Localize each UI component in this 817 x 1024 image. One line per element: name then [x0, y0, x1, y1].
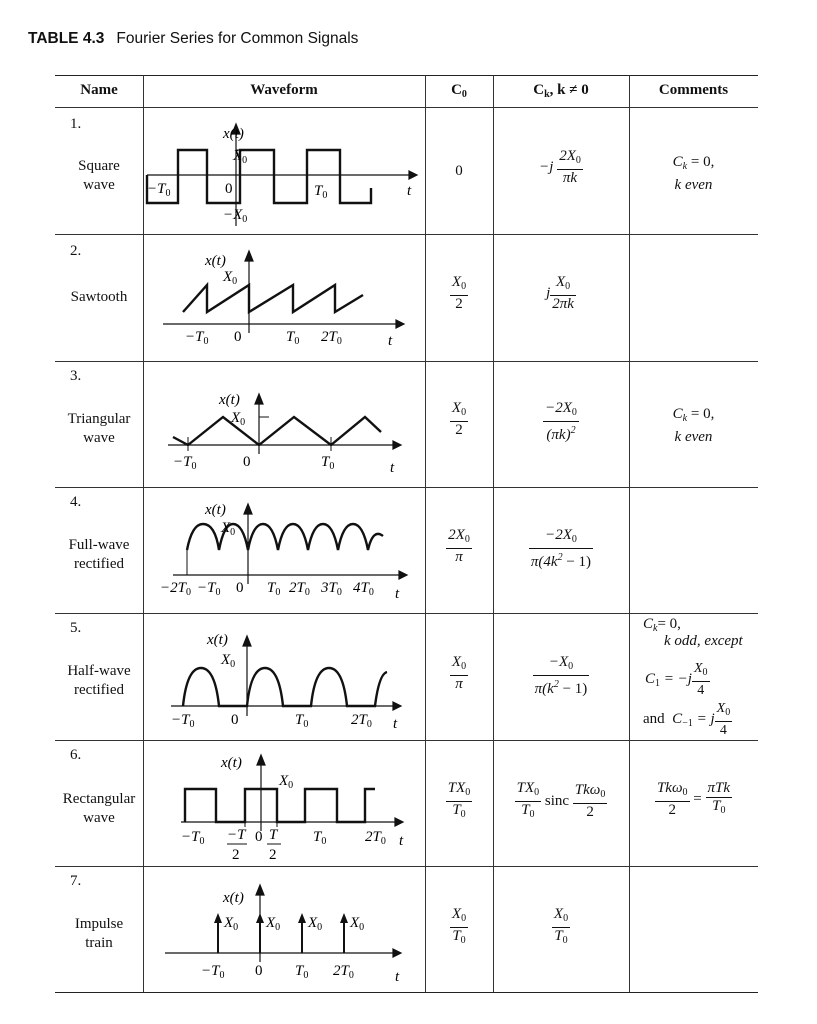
svg-text:x(t): x(t)	[219, 392, 240, 408]
header-name: Name	[80, 82, 118, 98]
svg-text:−T0: $-T_0$	[173, 454, 197, 472]
ck-value: $\frac{-2X_0}{\pi(4k^2 - 1)}$	[530, 527, 592, 570]
svg-text:x(t): x(t)	[207, 632, 228, 648]
triangular-wave-plot	[143, 362, 425, 488]
comment-c1: $C_1 = -j$ $\frac{X_0}{4}$	[645, 661, 708, 698]
svg-text:4T0: $4T_0$	[353, 580, 374, 598]
svg-text:x(t): x(t)	[205, 502, 226, 518]
square-wave-plot	[143, 108, 425, 234]
comment: $\frac{Tk\omega_0}{2}$ = $\frac{\text{πTk}}{T_0}$	[656, 780, 731, 818]
col-divider	[629, 75, 630, 992]
svg-text:X0: $X_0$	[266, 915, 281, 933]
signal-name: Half-wave rectified	[67, 663, 131, 698]
svg-text:t: t	[395, 969, 400, 985]
svg-text:T: T	[269, 827, 278, 843]
svg-text:2T0: $2T_0$	[333, 963, 354, 981]
row-number: 2.	[70, 243, 82, 259]
c0-value: $\frac{X_0}{2}$	[451, 400, 467, 438]
comment-c-minus-1: and $C_{-1} = j$ $\frac{X_0}{4}$	[643, 701, 731, 738]
svg-text:X0: $X_0$	[221, 652, 236, 670]
signal-name: Rectangular wave	[62, 791, 136, 826]
row-number: 5.	[70, 620, 82, 636]
svg-text:t: t	[390, 460, 395, 476]
svg-text:T0: $T_0$	[295, 963, 309, 981]
svg-text:t: t	[407, 183, 412, 199]
svg-text:X0: $X_0$	[221, 520, 236, 538]
c0-value: $\frac{X_0}{T_0}$	[425, 906, 493, 949]
svg-text:t: t	[393, 716, 398, 732]
table-caption	[28, 30, 358, 48]
header-c0: $C_0$	[451, 82, 467, 100]
header-ck: $C_k$, k ≠ 0	[533, 82, 589, 100]
svg-text:−T0: $-T_0$	[201, 963, 225, 981]
svg-text:t: t	[395, 586, 400, 602]
svg-text:−T0: $-T_0$	[185, 329, 209, 347]
svg-text:2T0: $2T_0$	[289, 580, 310, 598]
svg-text:t: t	[388, 333, 393, 349]
row-number: 3.	[70, 368, 82, 384]
svg-text:X0: $X_0$	[223, 269, 238, 287]
svg-text:3T0: $3T_0$	[321, 580, 342, 598]
impulse-train-plot	[143, 867, 425, 993]
ck-value: $\frac{TX_0}{T_0}$ sinc $\frac{Tk\omega_0}{2}$	[493, 780, 629, 823]
c0-value: 0	[455, 163, 463, 179]
comment: $C_k = 0$, k even	[672, 154, 715, 193]
svg-text:2T0: $2T_0$	[365, 829, 386, 847]
svg-text:−2T0: $-2T_0$	[160, 580, 191, 598]
comment: $C_k = 0$, k even	[672, 406, 715, 445]
svg-text:T0: $T_0$	[295, 712, 309, 730]
comment: k odd, except	[664, 633, 743, 649]
svg-text:X0: $X_0$	[308, 915, 323, 933]
table-title: Fourier Series for Common Signals	[116, 30, 359, 47]
svg-text:t: t	[399, 833, 404, 849]
rectangular-wave-plot	[143, 741, 425, 867]
half-wave-rectified-plot	[143, 614, 425, 740]
svg-text:−T0: $-T_0$	[181, 829, 205, 847]
header-comments: Comments	[658, 82, 729, 98]
svg-text:0: 0	[231, 712, 239, 728]
svg-text:−T: −T	[227, 827, 246, 843]
svg-text:2: 2	[232, 847, 240, 863]
svg-text:T0: $T_0$	[286, 329, 300, 347]
svg-text:X0: $X_0$	[233, 148, 248, 166]
svg-text:0: 0	[234, 329, 242, 345]
row-number: 1.	[70, 116, 82, 132]
svg-text:−T0: $-T_0$	[197, 580, 221, 598]
signal-name: Sawtooth	[70, 289, 128, 305]
row-number: 6.	[70, 747, 82, 763]
row-number: 4.	[70, 494, 82, 510]
svg-text:0: 0	[225, 181, 233, 197]
svg-text:0: 0	[243, 454, 251, 470]
svg-text:T0: $T_0$	[314, 183, 328, 201]
svg-text:X0: $X_0$	[279, 773, 294, 791]
full-wave-rectified-plot	[143, 488, 425, 614]
svg-text:X0: $X_0$	[231, 410, 246, 428]
svg-text:T0: $T_0$	[313, 829, 327, 847]
svg-text:0: 0	[236, 580, 244, 596]
svg-text:X0: $X_0$	[350, 915, 365, 933]
ck-value: $\frac{-2X_0}{(\pi k)^2}$	[545, 400, 577, 443]
svg-text:2T0: $2T_0$	[351, 712, 372, 730]
svg-text:x(t): x(t)	[221, 755, 242, 771]
comment: $C_k= 0$,	[643, 616, 681, 634]
svg-text:x(t): x(t)	[205, 253, 226, 269]
signal-name: Square wave	[78, 158, 120, 193]
ck-value: −j $\frac{2X_0}{\pi k}$	[539, 148, 581, 186]
signal-name: Impulse train	[74, 916, 124, 951]
c0-value: $\frac{TX_0}{T_0}$	[425, 780, 493, 823]
svg-text:−X0: $-X_0$	[223, 207, 248, 225]
c0-value: $\frac{X_0}{\pi}$	[451, 654, 467, 692]
svg-text:0: 0	[255, 963, 263, 979]
svg-text:−T0: $-T_0$	[147, 181, 171, 199]
ck-value: j $\frac{X_0}{2\pi k}$	[546, 274, 574, 312]
top-rule	[55, 75, 758, 76]
svg-text:x(t): x(t)	[223, 890, 244, 906]
signal-name: Full-wave rectified	[68, 537, 130, 572]
c0-value: $\frac{2X_0}{\pi}$	[448, 527, 470, 565]
c0-value: $\frac{X_0}{2}$	[451, 274, 467, 312]
svg-text:0: 0	[255, 829, 263, 845]
svg-text:x(t): x(t)	[223, 126, 244, 142]
svg-text:−T0: $-T_0$	[171, 712, 195, 730]
ck-value: $\frac{-X_0}{\pi(k^2 - 1)}$	[534, 654, 588, 697]
sawtooth-plot	[143, 235, 425, 361]
table-label: TABLE 4.3	[28, 30, 105, 47]
svg-text:T0: $T_0$	[321, 454, 335, 472]
row-number: 7.	[70, 873, 82, 889]
header-waveform: Waveform	[250, 82, 318, 98]
ck-value: $\frac{X_0}{T_0}$	[493, 906, 629, 949]
svg-text:2T0: $2T_0$	[321, 329, 342, 347]
signal-name: Triangular wave	[67, 411, 131, 446]
svg-text:X0: $X_0$	[224, 915, 239, 933]
svg-text:T0: $T_0$	[267, 580, 281, 598]
svg-text:2: 2	[269, 847, 277, 863]
